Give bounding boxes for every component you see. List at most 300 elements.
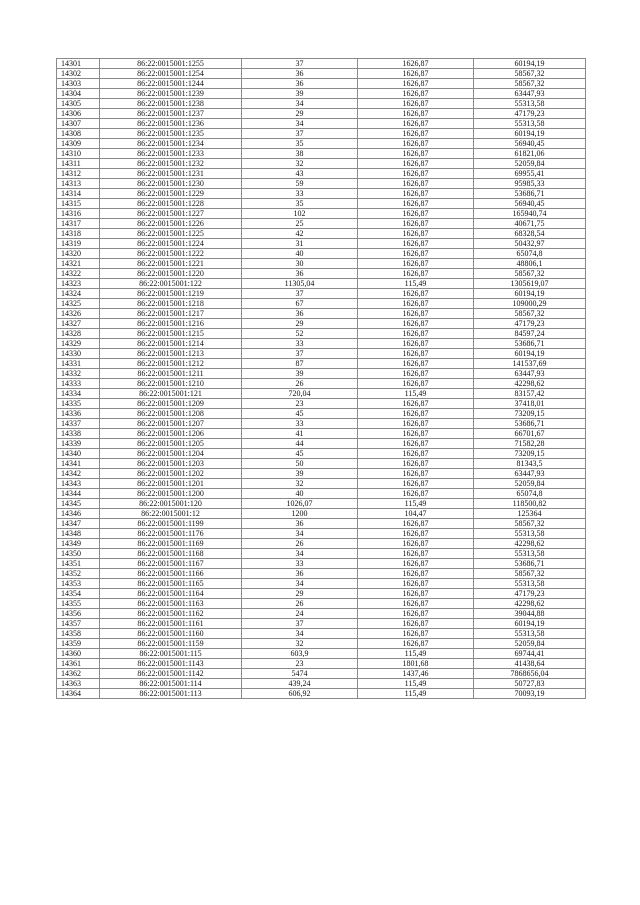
cadastral-number-cell: 86:22:0015001:1225 (100, 229, 242, 239)
cadastral-value-cell: 165940,74 (474, 209, 586, 219)
cadastral-number-cell: 86:22:0015001:1254 (100, 69, 242, 79)
cadastral-value-cell: 65074,8 (474, 249, 586, 259)
cadastral-number-cell: 86:22:0015001:1167 (100, 559, 242, 569)
cadastral-value-cell: 53686,71 (474, 339, 586, 349)
specific-value-cell: 1626,87 (358, 559, 474, 569)
cadastral-number-cell: 86:22:0015001:1206 (100, 429, 242, 439)
cadastral-value-cell: 39044,88 (474, 609, 586, 619)
cadastral-value-cell: 53686,71 (474, 559, 586, 569)
area-cell: 34 (242, 99, 358, 109)
cadastral-number-cell: 86:22:0015001:1204 (100, 449, 242, 459)
specific-value-cell: 1626,87 (358, 409, 474, 419)
area-cell: 32 (242, 479, 358, 489)
table-row (57, 199, 586, 209)
specific-value-cell: 1626,87 (358, 469, 474, 479)
row-number-cell: 14330 (57, 349, 100, 359)
area-cell: 36 (242, 269, 358, 279)
cadastral-value-table (56, 58, 586, 699)
row-number-cell: 14342 (57, 469, 100, 479)
specific-value-cell: 1626,87 (358, 199, 474, 209)
row-number-cell: 14357 (57, 619, 100, 629)
cadastral-value-cell: 42298,62 (474, 539, 586, 549)
cadastral-value-cell: 52059,84 (474, 639, 586, 649)
area-cell: 25 (242, 219, 358, 229)
area-cell: 39 (242, 469, 358, 479)
specific-value-cell: 115,49 (358, 499, 474, 509)
row-number-cell: 14355 (57, 599, 100, 609)
cadastral-value-cell: 42298,62 (474, 379, 586, 389)
row-number-cell: 14339 (57, 439, 100, 449)
cadastral-number-cell: 86:22:0015001:120 (100, 499, 242, 509)
row-number-cell: 14329 (57, 339, 100, 349)
table-row (57, 529, 586, 539)
area-cell: 35 (242, 199, 358, 209)
area-cell: 26 (242, 599, 358, 609)
table-row (57, 679, 586, 689)
row-number-cell: 14340 (57, 449, 100, 459)
table-row (57, 259, 586, 269)
row-number-cell: 14313 (57, 179, 100, 189)
row-number-cell: 14346 (57, 509, 100, 519)
row-number-cell: 14308 (57, 129, 100, 139)
cadastral-value-cell: 58567,32 (474, 309, 586, 319)
cadastral-value-cell: 47179,23 (474, 319, 586, 329)
cadastral-value-cell: 63447,93 (474, 469, 586, 479)
area-cell: 36 (242, 309, 358, 319)
specific-value-cell: 115,49 (358, 279, 474, 289)
cadastral-value-cell: 52059,84 (474, 479, 586, 489)
cadastral-number-cell: 86:22:0015001:114 (100, 679, 242, 689)
row-number-cell: 14323 (57, 279, 100, 289)
cadastral-number-cell: 86:22:0015001:1221 (100, 259, 242, 269)
cadastral-value-cell: 55313,58 (474, 529, 586, 539)
area-cell: 40 (242, 489, 358, 499)
area-cell: 33 (242, 559, 358, 569)
cadastral-number-cell: 86:22:0015001:1226 (100, 219, 242, 229)
row-number-cell: 14347 (57, 519, 100, 529)
specific-value-cell: 1626,87 (358, 639, 474, 649)
table-row (57, 579, 586, 589)
table-row (57, 369, 586, 379)
cadastral-value-cell: 60194,19 (474, 619, 586, 629)
area-cell: 38 (242, 149, 358, 159)
specific-value-cell: 1626,87 (358, 479, 474, 489)
table-row (57, 289, 586, 299)
cadastral-value-cell: 68328,54 (474, 229, 586, 239)
cadastral-number-cell: 86:22:0015001:1169 (100, 539, 242, 549)
area-cell: 30 (242, 259, 358, 269)
cadastral-number-cell: 86:22:0015001:1209 (100, 399, 242, 409)
row-number-cell: 14305 (57, 99, 100, 109)
row-number-cell: 14321 (57, 259, 100, 269)
area-cell: 603,9 (242, 649, 358, 659)
row-number-cell: 14315 (57, 199, 100, 209)
area-cell: 34 (242, 629, 358, 639)
cadastral-number-cell: 86:22:0015001:1239 (100, 89, 242, 99)
cadastral-value-cell: 55313,58 (474, 119, 586, 129)
row-number-cell: 14343 (57, 479, 100, 489)
specific-value-cell: 1626,87 (358, 249, 474, 259)
row-number-cell: 14327 (57, 319, 100, 329)
area-cell: 34 (242, 119, 358, 129)
cadastral-number-cell: 86:22:0015001:1165 (100, 579, 242, 589)
cadastral-number-cell: 86:22:0015001:1233 (100, 149, 242, 159)
cadastral-value-cell: 56940,45 (474, 139, 586, 149)
cadastral-value-cell: 55313,58 (474, 99, 586, 109)
row-number-cell: 14345 (57, 499, 100, 509)
specific-value-cell: 1801,68 (358, 659, 474, 669)
cadastral-number-cell: 86:22:0015001:1220 (100, 269, 242, 279)
row-number-cell: 14354 (57, 589, 100, 599)
row-number-cell: 14302 (57, 69, 100, 79)
row-number-cell: 14336 (57, 409, 100, 419)
specific-value-cell: 1626,87 (358, 589, 474, 599)
cadastral-value-cell: 109000,29 (474, 299, 586, 309)
cadastral-number-cell: 86:22:0015001:1255 (100, 59, 242, 69)
area-cell: 44 (242, 439, 358, 449)
row-number-cell: 14344 (57, 489, 100, 499)
cadastral-value-cell: 58567,32 (474, 569, 586, 579)
cadastral-value-cell: 69955,41 (474, 169, 586, 179)
cadastral-number-cell: 86:22:0015001:1207 (100, 419, 242, 429)
specific-value-cell: 1626,87 (358, 459, 474, 469)
cadastral-value-cell: 66701,67 (474, 429, 586, 439)
cadastral-value-cell: 58567,32 (474, 69, 586, 79)
specific-value-cell: 1626,87 (358, 259, 474, 269)
cadastral-value-cell: 53686,71 (474, 419, 586, 429)
specific-value-cell: 1626,87 (358, 59, 474, 69)
area-cell: 720,04 (242, 389, 358, 399)
specific-value-cell: 1626,87 (358, 619, 474, 629)
row-number-cell: 14320 (57, 249, 100, 259)
area-cell: 33 (242, 339, 358, 349)
table-row (57, 589, 586, 599)
area-cell: 37 (242, 289, 358, 299)
row-number-cell: 14337 (57, 419, 100, 429)
cadastral-value-cell: 42298,62 (474, 599, 586, 609)
area-cell: 11305,04 (242, 279, 358, 289)
cadastral-number-cell: 86:22:0015001:1160 (100, 629, 242, 639)
cadastral-value-cell: 53686,71 (474, 189, 586, 199)
specific-value-cell: 1626,87 (358, 329, 474, 339)
cadastral-value-cell: 73209,15 (474, 449, 586, 459)
specific-value-cell: 1626,87 (358, 429, 474, 439)
area-cell: 41 (242, 429, 358, 439)
table-row (57, 249, 586, 259)
row-number-cell: 14318 (57, 229, 100, 239)
cadastral-value-cell: 48806,1 (474, 259, 586, 269)
table-row (57, 389, 586, 399)
cadastral-number-cell: 86:22:0015001:1224 (100, 239, 242, 249)
cadastral-number-cell: 86:22:0015001:1235 (100, 129, 242, 139)
cadastral-value-cell: 56940,45 (474, 199, 586, 209)
table-row (57, 59, 586, 69)
cadastral-value-cell: 37418,01 (474, 399, 586, 409)
cadastral-number-cell: 86:22:0015001:12 (100, 509, 242, 519)
specific-value-cell: 1626,87 (358, 79, 474, 89)
area-cell: 40 (242, 249, 358, 259)
row-number-cell: 14325 (57, 299, 100, 309)
table-row (57, 349, 586, 359)
row-number-cell: 14301 (57, 59, 100, 69)
table-row (57, 509, 586, 519)
specific-value-cell: 1626,87 (358, 599, 474, 609)
cadastral-value-cell: 55313,58 (474, 579, 586, 589)
cadastral-value-cell: 58567,32 (474, 519, 586, 529)
table-row (57, 169, 586, 179)
cadastral-value-cell: 70093,19 (474, 689, 586, 699)
row-number-cell: 14319 (57, 239, 100, 249)
table-row (57, 139, 586, 149)
specific-value-cell: 1626,87 (358, 69, 474, 79)
area-cell: 31 (242, 239, 358, 249)
row-number-cell: 14361 (57, 659, 100, 669)
cadastral-value-cell: 41438,64 (474, 659, 586, 669)
cadastral-value-cell: 52059,84 (474, 159, 586, 169)
cadastral-number-cell: 86:22:0015001:1237 (100, 109, 242, 119)
cadastral-number-cell: 86:22:0015001:1203 (100, 459, 242, 469)
specific-value-cell: 115,49 (358, 649, 474, 659)
cadastral-number-cell: 86:22:0015001:1222 (100, 249, 242, 259)
area-cell: 52 (242, 329, 358, 339)
cadastral-value-cell: 55313,58 (474, 629, 586, 639)
specific-value-cell: 1626,87 (358, 489, 474, 499)
area-cell: 37 (242, 129, 358, 139)
area-cell: 59 (242, 179, 358, 189)
table-row (57, 539, 586, 549)
row-number-cell: 14307 (57, 119, 100, 129)
table-row (57, 69, 586, 79)
area-cell: 1026,07 (242, 499, 358, 509)
row-number-cell: 14335 (57, 399, 100, 409)
row-number-cell: 14328 (57, 329, 100, 339)
table-row (57, 99, 586, 109)
area-cell: 439,24 (242, 679, 358, 689)
table-row (57, 519, 586, 529)
cadastral-value-cell: 47179,23 (474, 589, 586, 599)
table-row (57, 219, 586, 229)
row-number-cell: 14333 (57, 379, 100, 389)
specific-value-cell: 1626,87 (358, 359, 474, 369)
area-cell: 37 (242, 349, 358, 359)
cadastral-value-cell: 7868656,04 (474, 669, 586, 679)
table-row (57, 399, 586, 409)
row-number-cell: 14304 (57, 89, 100, 99)
specific-value-cell: 1626,87 (358, 379, 474, 389)
row-number-cell: 14314 (57, 189, 100, 199)
table-row (57, 229, 586, 239)
cadastral-number-cell: 86:22:0015001:1244 (100, 79, 242, 89)
table-row (57, 279, 586, 289)
area-cell: 1200 (242, 509, 358, 519)
cadastral-value-cell: 69744,41 (474, 649, 586, 659)
specific-value-cell: 1626,87 (358, 239, 474, 249)
cadastral-number-cell: 86:22:0015001:1227 (100, 209, 242, 219)
area-cell: 34 (242, 529, 358, 539)
specific-value-cell: 1626,87 (358, 439, 474, 449)
table-row (57, 189, 586, 199)
area-cell: 87 (242, 359, 358, 369)
cadastral-value-cell: 60194,19 (474, 129, 586, 139)
specific-value-cell: 1626,87 (358, 209, 474, 219)
cadastral-value-cell: 47179,23 (474, 109, 586, 119)
cadastral-number-cell: 86:22:0015001:1205 (100, 439, 242, 449)
cadastral-number-cell: 86:22:0015001:1238 (100, 99, 242, 109)
cadastral-value-cell: 1305619,07 (474, 279, 586, 289)
area-cell: 36 (242, 519, 358, 529)
area-cell: 606,92 (242, 689, 358, 699)
table-row (57, 379, 586, 389)
table-row (57, 559, 586, 569)
area-cell: 29 (242, 109, 358, 119)
table-row (57, 569, 586, 579)
cadastral-value-cell: 95985,33 (474, 179, 586, 189)
cadastral-number-cell: 86:22:0015001:1161 (100, 619, 242, 629)
row-number-cell: 14322 (57, 269, 100, 279)
row-number-cell: 14306 (57, 109, 100, 119)
row-number-cell: 14360 (57, 649, 100, 659)
table-row (57, 109, 586, 119)
cadastral-number-cell: 86:22:0015001:122 (100, 279, 242, 289)
row-number-cell: 14359 (57, 639, 100, 649)
specific-value-cell: 1626,87 (358, 419, 474, 429)
cadastral-number-cell: 86:22:0015001:1143 (100, 659, 242, 669)
table-row (57, 609, 586, 619)
row-number-cell: 14331 (57, 359, 100, 369)
area-cell: 24 (242, 609, 358, 619)
specific-value-cell: 1626,87 (358, 339, 474, 349)
cadastral-value-cell: 58567,32 (474, 79, 586, 89)
specific-value-cell: 1626,87 (358, 399, 474, 409)
specific-value-cell: 1437,46 (358, 669, 474, 679)
row-number-cell: 14352 (57, 569, 100, 579)
cadastral-number-cell: 86:22:0015001:1232 (100, 159, 242, 169)
cadastral-value-cell: 63447,93 (474, 89, 586, 99)
table-row (57, 209, 586, 219)
table-row (57, 639, 586, 649)
specific-value-cell: 1626,87 (358, 159, 474, 169)
table-row (57, 669, 586, 679)
cadastral-number-cell: 86:22:0015001:1236 (100, 119, 242, 129)
cadastral-value-cell: 125364 (474, 509, 586, 519)
cadastral-number-cell: 86:22:0015001:113 (100, 689, 242, 699)
area-cell: 50 (242, 459, 358, 469)
table-row (57, 429, 586, 439)
area-cell: 34 (242, 579, 358, 589)
table-row (57, 319, 586, 329)
row-number-cell: 14324 (57, 289, 100, 299)
table-row (57, 499, 586, 509)
row-number-cell: 14311 (57, 159, 100, 169)
area-cell: 42 (242, 229, 358, 239)
table-row (57, 79, 586, 89)
area-cell: 26 (242, 539, 358, 549)
table-row (57, 89, 586, 99)
cadastral-number-cell: 86:22:0015001:1202 (100, 469, 242, 479)
row-number-cell: 14332 (57, 369, 100, 379)
area-cell: 29 (242, 589, 358, 599)
cadastral-value-cell: 50432,97 (474, 239, 586, 249)
table-row (57, 299, 586, 309)
table-row (57, 659, 586, 669)
specific-value-cell: 1626,87 (358, 289, 474, 299)
row-number-cell: 14334 (57, 389, 100, 399)
row-number-cell: 14364 (57, 689, 100, 699)
area-cell: 5474 (242, 669, 358, 679)
table-row (57, 549, 586, 559)
table-row (57, 179, 586, 189)
cadastral-value-cell: 63447,93 (474, 369, 586, 379)
area-cell: 39 (242, 89, 358, 99)
specific-value-cell: 1626,87 (358, 369, 474, 379)
cadastral-number-cell: 86:22:0015001:1230 (100, 179, 242, 189)
cadastral-number-cell: 86:22:0015001:1219 (100, 289, 242, 299)
cadastral-number-cell: 86:22:0015001:1216 (100, 319, 242, 329)
table-row (57, 649, 586, 659)
row-number-cell: 14348 (57, 529, 100, 539)
cadastral-value-cell: 60194,19 (474, 349, 586, 359)
table-row (57, 269, 586, 279)
specific-value-cell: 1626,87 (358, 219, 474, 229)
area-cell: 36 (242, 569, 358, 579)
specific-value-cell: 1626,87 (358, 229, 474, 239)
area-cell: 36 (242, 79, 358, 89)
row-number-cell: 14356 (57, 609, 100, 619)
cadastral-number-cell: 86:22:0015001:1210 (100, 379, 242, 389)
table-row (57, 359, 586, 369)
cadastral-number-cell: 86:22:0015001:1234 (100, 139, 242, 149)
table-row (57, 439, 586, 449)
cadastral-value-cell: 55313,58 (474, 549, 586, 559)
specific-value-cell: 115,49 (358, 689, 474, 699)
cadastral-number-cell: 86:22:0015001:1142 (100, 669, 242, 679)
cadastral-number-cell: 86:22:0015001:1211 (100, 369, 242, 379)
specific-value-cell: 1626,87 (358, 529, 474, 539)
row-number-cell: 14326 (57, 309, 100, 319)
table-row (57, 629, 586, 639)
cadastral-number-cell: 86:22:0015001:1215 (100, 329, 242, 339)
specific-value-cell: 115,49 (358, 679, 474, 689)
cadastral-number-cell: 86:22:0015001:1163 (100, 599, 242, 609)
cadastral-number-cell: 86:22:0015001:1208 (100, 409, 242, 419)
specific-value-cell: 1626,87 (358, 349, 474, 359)
cadastral-value-cell: 71582,28 (474, 439, 586, 449)
specific-value-cell: 1626,87 (358, 569, 474, 579)
cadastral-value-cell: 73209,15 (474, 409, 586, 419)
table-row (57, 129, 586, 139)
row-number-cell: 14316 (57, 209, 100, 219)
cadastral-value-cell: 141537,69 (474, 359, 586, 369)
area-cell: 39 (242, 369, 358, 379)
area-cell: 37 (242, 619, 358, 629)
area-cell: 102 (242, 209, 358, 219)
table-row (57, 459, 586, 469)
row-number-cell: 14310 (57, 149, 100, 159)
table-row (57, 599, 586, 609)
cadastral-number-cell: 86:22:0015001:1164 (100, 589, 242, 599)
cadastral-value-cell: 118500,82 (474, 499, 586, 509)
row-number-cell: 14358 (57, 629, 100, 639)
specific-value-cell: 104,47 (358, 509, 474, 519)
row-number-cell: 14349 (57, 539, 100, 549)
table-row (57, 239, 586, 249)
row-number-cell: 14338 (57, 429, 100, 439)
specific-value-cell: 1626,87 (358, 549, 474, 559)
row-number-cell: 14303 (57, 79, 100, 89)
area-cell: 45 (242, 449, 358, 459)
table-row (57, 419, 586, 429)
specific-value-cell: 1626,87 (358, 169, 474, 179)
